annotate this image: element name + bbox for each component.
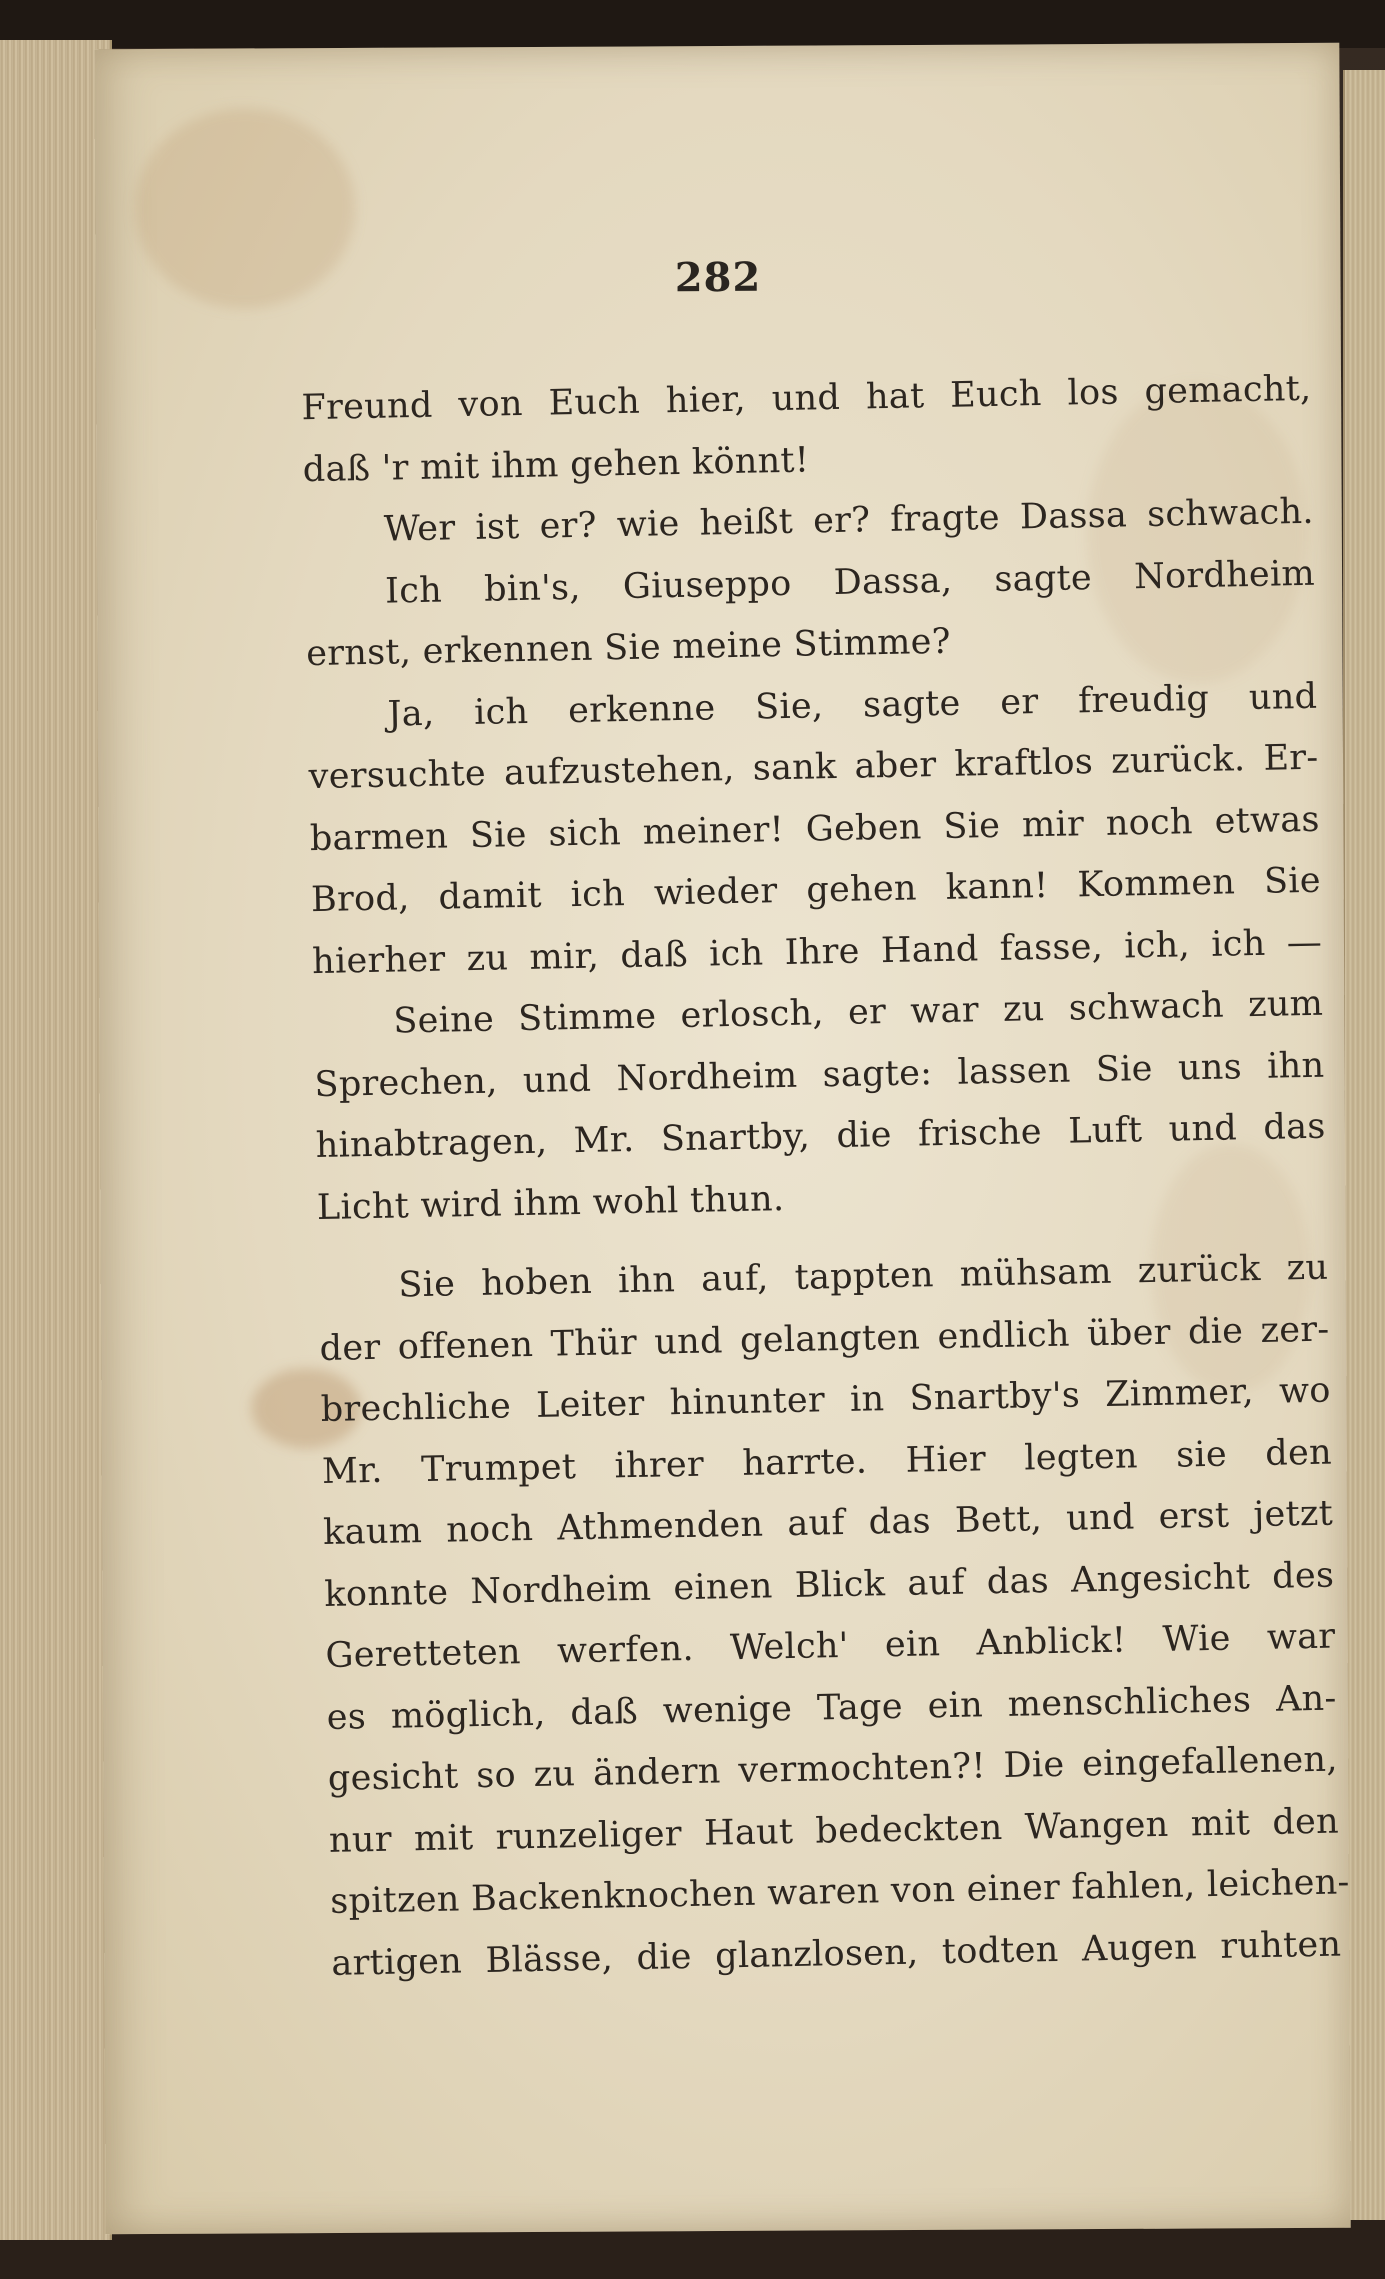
text-line: daß 'r mit ihm gehen könnt! <box>302 439 810 490</box>
text-line: hinabtragen, Mr. Snartby, die frische Luft und das <box>315 1106 1326 1167</box>
body-text <box>301 359 1350 1995</box>
text-line: Sprechen, und Nordheim sagte: lassen Sie uns ihn <box>314 1045 1325 1105</box>
text-line: gesicht so zu ändern vermochten?! Die eingefallenen, <box>327 1739 1339 1799</box>
page-number: 282 <box>674 253 762 302</box>
text-line: Freund von Euch hier, und hat Euch los gemacht, <box>301 368 1312 429</box>
text-line: Licht wird ihm wohl thun. <box>316 1178 785 1228</box>
text-line: Seine Stimme erlosch, er war zu schwach zum <box>392 983 1324 1042</box>
book-cover-edge <box>0 0 1385 48</box>
text-line: barmen Sie sich meiner! Geben Sie mir noch etwas <box>309 799 1321 859</box>
text-line: Mr. Trumpet ihrer harrte. Hier legten sie den <box>321 1432 1333 1492</box>
text-line: Brod, damit ich wieder gehen kann! Kommen Sie <box>310 860 1322 921</box>
text-line: Ich bin's, Giuseppo Dassa, sagte Nordheim <box>384 553 1316 612</box>
text-line: Geretteten werfen. Welch' ein Anblick! Wie war <box>325 1616 1336 1676</box>
text-line: Ja, ich erkenne Sie, sagte er freudig und <box>387 676 1318 735</box>
text-line: Wer ist er? wie heißt er? fragte Dassa schwach. <box>383 491 1315 550</box>
text-line: spitzen Backenknochen waren von einer fahlen, leichen- <box>329 1862 1350 1922</box>
text-line: brechliche Leiter hinunter in Snartby's Zimmer, wo <box>320 1370 1332 1431</box>
text-line: nur mit runzeliger Haut bedeckten Wangen mit den <box>328 1801 1340 1861</box>
text-line: artigen Blässe, die glanzlosen, todten Augen ruhten <box>331 1924 1342 1984</box>
text-line: ernst, erkennen Sie meine Stimme? <box>305 621 952 675</box>
text-line: Sie hoben ihn auf, tappten mühsam zurück zu <box>398 1247 1329 1306</box>
text-line: hierher zu mir, daß ich Ihre Hand fasse, ich, ich — <box>311 922 1323 982</box>
text-line: kaum noch Athmenden auf das Bett, und erst jetzt <box>322 1493 1334 1553</box>
text-line: der offenen Thür und gelangten endlich über die zer- <box>319 1309 1330 1369</box>
text-line: versuchte aufzustehen, sank aber kraftlos zurück. Er- <box>308 737 1319 798</box>
book-page <box>94 43 1350 2234</box>
text-line: es möglich, daß wenige Tage ein menschliches An- <box>326 1678 1337 1738</box>
text-line: konnte Nordheim einen Blick auf das Angesicht des <box>323 1555 1335 1615</box>
